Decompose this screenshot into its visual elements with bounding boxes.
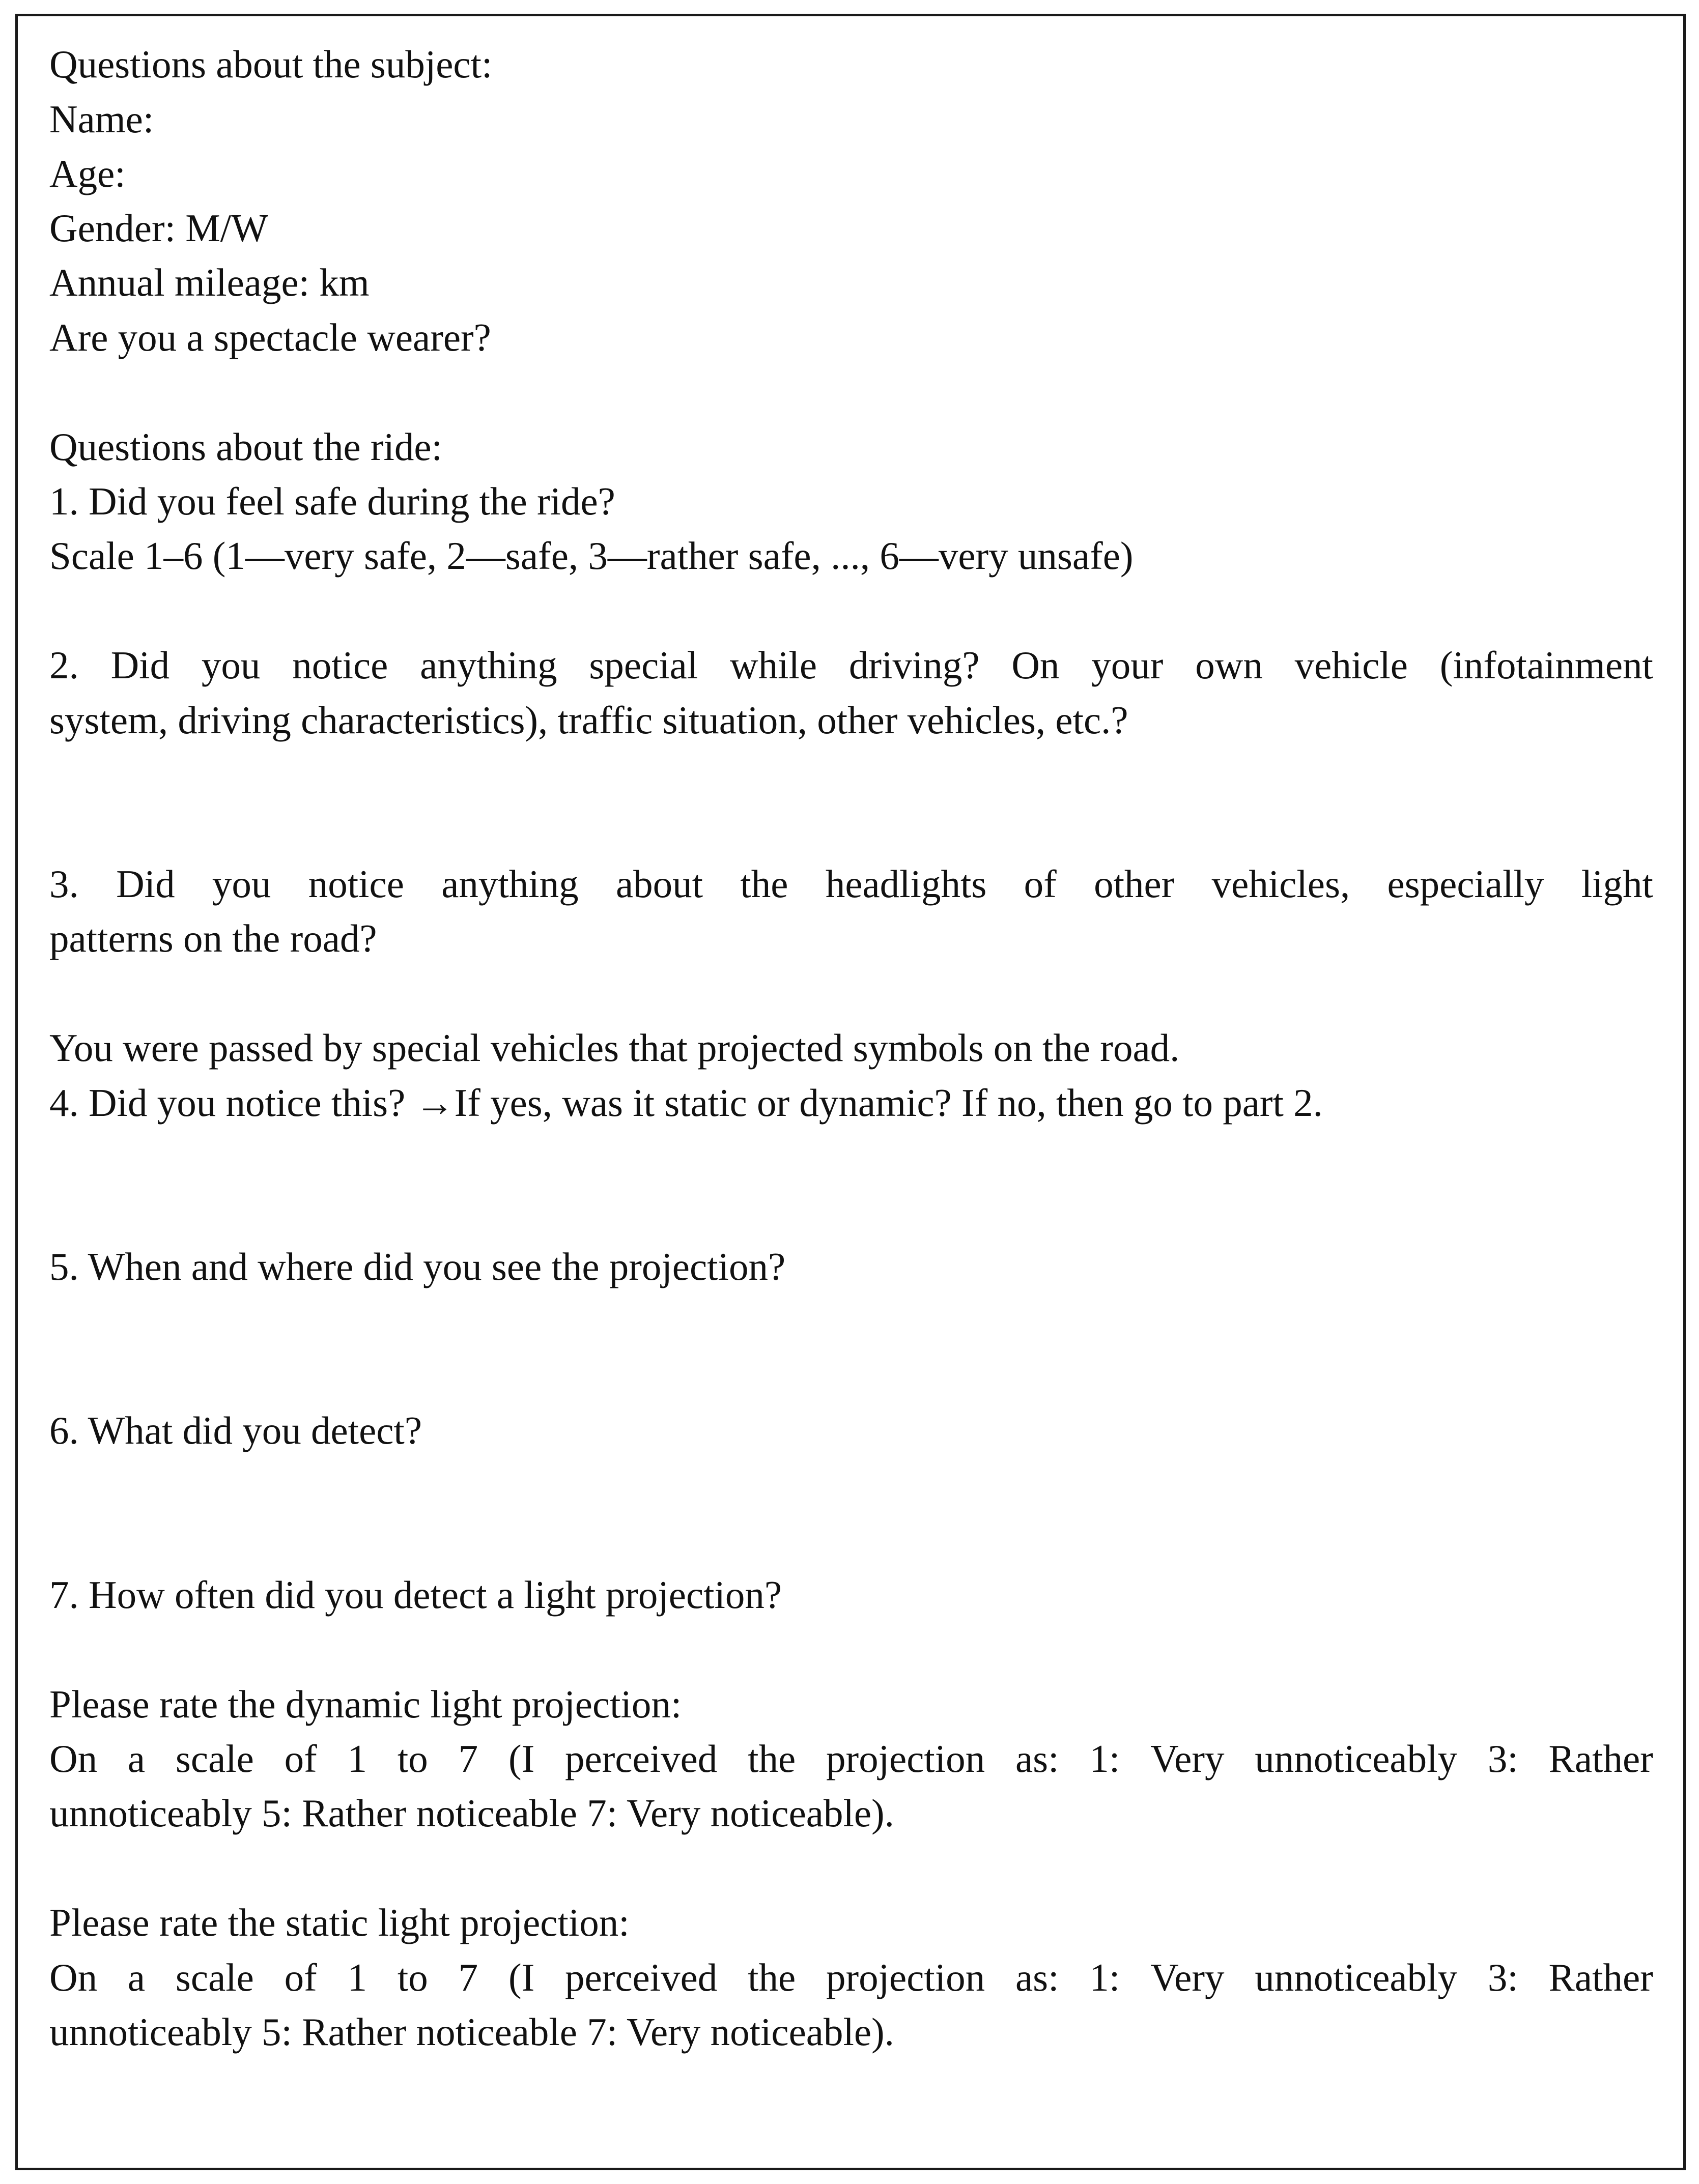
word: Did (116, 862, 175, 906)
word: your (1091, 643, 1164, 687)
static-rating-scale-line-2: unnoticeably 5: Rather noticeable 7: Very noticeable). (49, 2010, 894, 2054)
word: the (748, 1737, 796, 1780)
name-field-label: Name: (49, 97, 154, 141)
word: perceived (565, 1956, 718, 1999)
question-3-line-1 (49, 862, 1653, 906)
question-5: 5. When and where did you see the projection? (49, 1245, 786, 1288)
word: 3: (1487, 1956, 1518, 1999)
word: other (1094, 862, 1175, 906)
word: to (397, 1956, 428, 1999)
word: 3: (1487, 1737, 1518, 1780)
word: Very (1150, 1737, 1225, 1780)
word: to (397, 1737, 428, 1780)
question-4: 4. Did you notice this? →If yes, was it static or dynamic? If no, then go to part 2. (49, 1081, 1323, 1125)
word: notice (292, 643, 388, 687)
word: notice (308, 862, 404, 906)
word: anything (441, 862, 579, 906)
ride-heading: Questions about the ride: (49, 425, 442, 469)
word: 1: (1089, 1956, 1120, 1999)
word: 7 (458, 1956, 478, 1999)
word: as: (1015, 1956, 1059, 1999)
word: a (127, 1737, 146, 1780)
word: vehicle (1294, 643, 1408, 687)
question-2-line-2: system, driving characteristics), traffic situation, other vehicles, etc.? (49, 698, 1128, 742)
question-2-line-1 (49, 643, 1653, 687)
word: On (49, 1737, 98, 1780)
word: Did (110, 643, 170, 687)
word: especially (1387, 862, 1544, 906)
static-rating-scale-line-1 (49, 1958, 1653, 1997)
word: driving? (848, 643, 980, 687)
word: 2. (49, 643, 79, 687)
word: light (1581, 862, 1653, 906)
mileage-field-label: Annual mileage: km (49, 261, 370, 304)
word: scale (175, 1956, 254, 1999)
word: of (284, 1956, 317, 1999)
word: (I (508, 1956, 535, 1999)
word: (infotainment (1439, 643, 1653, 687)
word: 1: (1089, 1737, 1120, 1780)
gender-field-label: Gender: M/W (49, 206, 268, 250)
word: about (616, 862, 703, 906)
word: own (1195, 643, 1263, 687)
word: 7 (458, 1737, 478, 1780)
word: unnoticeably (1255, 1737, 1457, 1780)
word: of (284, 1737, 317, 1780)
word: of (1024, 862, 1057, 906)
question-6: 6. What did you detect? (49, 1409, 422, 1452)
word: On (1011, 643, 1060, 687)
age-field-label: Age: (49, 152, 126, 195)
word: 1 (347, 1956, 367, 1999)
word: scale (175, 1737, 254, 1780)
word: anything (420, 643, 557, 687)
word: a (127, 1956, 146, 1999)
dynamic-rating-scale-line-1 (49, 1739, 1653, 1778)
word: special (589, 643, 698, 687)
static-rating-heading: Please rate the static light projection: (49, 1901, 630, 1944)
word: you (201, 643, 261, 687)
question-7: 7. How often did you detect a light projection? (49, 1573, 782, 1617)
subject-heading: Questions about the subject: (49, 42, 493, 86)
word: the (740, 862, 788, 906)
dynamic-rating-heading: Please rate the dynamic light projection: (49, 1682, 682, 1726)
word: vehicles, (1211, 862, 1350, 906)
word: projection (826, 1956, 985, 1999)
word: (I (508, 1737, 535, 1780)
question-3-line-2: patterns on the road? (49, 916, 377, 960)
word: 1 (347, 1737, 367, 1780)
word: you (212, 862, 271, 906)
word: headlights (825, 862, 987, 906)
word: Rather (1548, 1956, 1653, 1999)
word: perceived (565, 1737, 718, 1780)
question-1-scale: Scale 1–6 (1—very safe, 2—safe, 3—rather safe, ..., 6—very unsafe) (49, 534, 1134, 578)
word: the (748, 1956, 796, 1999)
word: 3. (49, 862, 79, 906)
passed-by-vehicles-note: You were passed by special vehicles that projected symbols on the road. (49, 1026, 1180, 1070)
word: while (730, 643, 817, 687)
word: On (49, 1956, 98, 1999)
word: Rather (1548, 1737, 1653, 1780)
dynamic-rating-scale-line-2: unnoticeably 5: Rather noticeable 7: Very noticeable). (49, 1791, 894, 1835)
word: unnoticeably (1255, 1956, 1457, 1999)
word: Very (1150, 1956, 1225, 1999)
word: projection (826, 1737, 985, 1780)
word: as: (1015, 1737, 1059, 1780)
spectacles-question: Are you a spectacle wearer? (49, 315, 491, 359)
question-1: 1. Did you feel safe during the ride? (49, 479, 615, 523)
